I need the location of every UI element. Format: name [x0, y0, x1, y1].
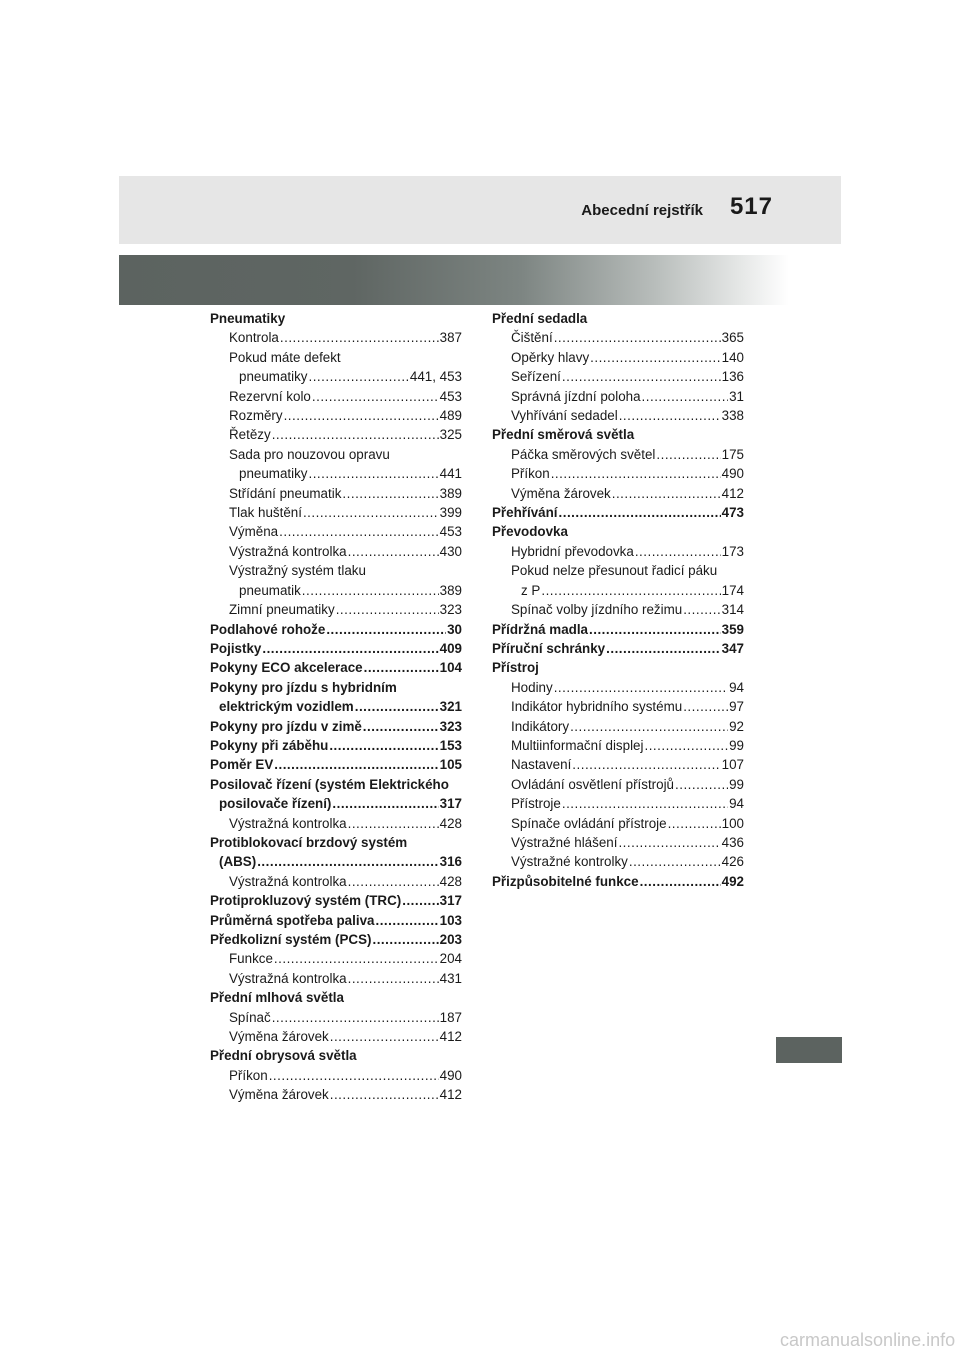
index-term: pneumatiky: [239, 466, 308, 482]
page-reference: 314: [721, 602, 744, 618]
index-term: posilovače řízení): [219, 796, 332, 812]
index-entry: [210, 833, 462, 852]
index-entry: [210, 911, 462, 930]
dot-leader: [348, 542, 439, 561]
page-reference: 94: [729, 796, 744, 812]
index-term: Hybridní převodovka: [511, 543, 634, 559]
index-term: Multiinformační displej: [511, 737, 644, 753]
index-entry: [492, 425, 744, 444]
dot-leader: [279, 522, 439, 541]
index-term: Spínače ovládání přístroje: [511, 815, 667, 831]
index-term: Přizpůsobitelné funkce: [492, 873, 639, 889]
dot-leader: [570, 717, 728, 736]
index-entry: [492, 852, 744, 871]
index-entry: [492, 581, 744, 600]
index-entry: [210, 949, 462, 968]
index-term: Přídržná madla: [492, 621, 588, 637]
index-entry: [492, 755, 744, 774]
index-term: Pojistky: [210, 640, 262, 656]
dot-leader: [640, 872, 721, 891]
dot-leader: [554, 678, 728, 697]
index-entry: [492, 658, 744, 677]
index-term: Seřízení: [511, 369, 561, 385]
page-reference: 174: [721, 582, 744, 598]
page-reference: 204: [439, 951, 462, 967]
page-reference: 490: [439, 1067, 462, 1083]
page-reference: 103: [439, 912, 462, 928]
page-reference: 412: [721, 485, 744, 501]
dot-leader: [554, 328, 721, 347]
dot-leader: [551, 464, 721, 483]
dot-leader: [308, 464, 438, 483]
index-term: Indikátory: [511, 718, 570, 734]
dot-leader: [629, 852, 721, 871]
page-reference: 426: [721, 854, 744, 870]
page-reference: 104: [439, 660, 462, 676]
page-number: 517: [729, 193, 773, 220]
dot-leader: [683, 600, 720, 619]
chapter-tab: [776, 1037, 842, 1063]
index-term: Převodovka: [492, 524, 568, 540]
index-entry: [210, 814, 462, 833]
page-reference: 428: [439, 873, 462, 889]
index-term: Výstražná kontrolka: [229, 873, 347, 889]
page-reference: 92: [729, 718, 744, 734]
index-entry: [210, 755, 462, 774]
dot-leader: [342, 484, 438, 503]
index-term: z P: [521, 582, 541, 598]
index-entry: [210, 775, 462, 794]
page-reference: 359: [721, 621, 744, 637]
index-entry: [492, 717, 744, 736]
index-entry: [210, 930, 462, 949]
dot-leader: [330, 1027, 439, 1046]
index-entry: [210, 620, 462, 639]
dot-leader: [332, 794, 438, 813]
dot-leader: [541, 581, 720, 600]
index-entry: [210, 561, 462, 580]
page-reference: 490: [721, 466, 744, 482]
watermark: carmanualsonline.info: [780, 1330, 956, 1350]
dot-leader: [272, 425, 439, 444]
index-entry: [210, 639, 462, 658]
index-entry: [210, 891, 462, 910]
dot-leader: [612, 484, 721, 503]
index-term: Přední obrysová světla: [210, 1048, 357, 1064]
dot-leader: [372, 930, 438, 949]
index-term: Výstražná kontrolka: [229, 543, 347, 559]
index-term: Podlahové rohože: [210, 621, 326, 637]
dot-leader: [330, 1085, 439, 1104]
index-entry: [210, 425, 462, 444]
dot-leader: [274, 949, 439, 968]
page-reference: 412: [439, 1029, 462, 1045]
dot-leader: [257, 852, 438, 871]
index-entry: [492, 833, 744, 852]
page-reference: 325: [439, 427, 462, 443]
dot-leader: [619, 406, 721, 425]
index-term: Výměna žárovek: [229, 1029, 329, 1045]
dot-leader: [402, 891, 438, 910]
dot-leader: [656, 445, 720, 464]
dot-leader: [668, 814, 721, 833]
page-reference: 317: [439, 796, 462, 812]
index-term: Čištění: [511, 330, 553, 346]
decorative-gradient-band: [119, 255, 789, 305]
dot-leader: [562, 367, 721, 386]
page-reference: 428: [439, 815, 462, 831]
index-term: Přístroj: [492, 660, 539, 676]
page-reference: 389: [439, 582, 462, 598]
dot-leader: [559, 503, 721, 522]
dot-leader: [348, 969, 439, 988]
page-reference: 489: [439, 408, 462, 424]
index-entry: [210, 484, 462, 503]
dot-leader: [590, 348, 721, 367]
page-reference: 441, 453: [409, 369, 462, 385]
index-term: Tlak huštění: [229, 505, 302, 521]
index-term: Pokyny ECO akcelerace: [210, 660, 363, 676]
dot-leader: [312, 387, 439, 406]
page-reference: 430: [439, 543, 462, 559]
page-reference: 173: [721, 543, 744, 559]
header-band: [119, 176, 841, 244]
index-term: Spínač volby jízdního režimu: [511, 602, 683, 618]
dot-leader: [363, 717, 439, 736]
index-term: Řetězy: [229, 427, 271, 443]
index-term: Zimní pneumatiky: [229, 602, 335, 618]
index-term: Příruční schránky: [492, 640, 606, 656]
page-reference: 338: [721, 408, 744, 424]
dot-leader: [355, 697, 439, 716]
index-term: Pokyny při záběhu: [210, 737, 329, 753]
index-entry: [492, 522, 744, 541]
page-reference: 94: [729, 679, 744, 695]
page-reference: 30: [447, 621, 462, 637]
index-term: Poměr EV: [210, 757, 274, 773]
index-entry: [210, 406, 462, 425]
index-entry: [210, 717, 462, 736]
dot-leader: [644, 736, 728, 755]
index-term: Výstražný systém tlaku: [229, 563, 366, 579]
index-entry: [210, 697, 462, 716]
index-entry: [210, 988, 462, 1007]
index-term: Výměna: [229, 524, 279, 540]
dot-leader: [326, 620, 446, 639]
index-entry: [210, 464, 462, 483]
index-term: pneumatik: [239, 582, 301, 598]
index-entry: [492, 639, 744, 658]
index-term: Funkce: [229, 951, 273, 967]
page-reference: 323: [439, 602, 462, 618]
index-entry: [492, 406, 744, 425]
index-term: Správná jízdní poloha: [511, 388, 641, 404]
page-reference: 105: [439, 757, 462, 773]
page-reference: 31: [729, 388, 744, 404]
index-term: Páčka směrových světel: [511, 446, 656, 462]
page-reference: 107: [721, 757, 744, 773]
page-reference: 99: [729, 737, 744, 753]
page-reference: 409: [439, 640, 462, 656]
index-entry: [492, 561, 744, 580]
dot-leader: [375, 911, 438, 930]
index-entry: [210, 969, 462, 988]
page-reference: 203: [439, 932, 462, 947]
index-term: Kontrola: [229, 330, 279, 346]
dot-leader: [589, 620, 721, 639]
index-entry: [492, 367, 744, 386]
page-reference: 453: [439, 524, 462, 540]
index-term: Protiblokovací brzdový systém: [210, 834, 408, 850]
index-term: Střídání pneumatik: [229, 485, 342, 501]
index-term: Výměna žárovek: [229, 1087, 329, 1103]
page-reference: 453: [439, 388, 462, 404]
index-entry: [210, 328, 462, 347]
index-entry: [492, 503, 744, 522]
dot-leader: [272, 1008, 439, 1027]
dot-leader: [348, 872, 439, 891]
index-term: Pneumatiky: [210, 311, 286, 326]
dot-leader: [302, 581, 439, 600]
index-term: Indikátor hybridního systému: [511, 699, 683, 715]
index-entry: [492, 620, 744, 639]
page-reference: 97: [729, 699, 744, 715]
index-entry: [210, 1027, 462, 1046]
page-reference: 347: [721, 640, 744, 656]
page-reference: 187: [439, 1009, 462, 1025]
index-term: Příkon: [229, 1067, 268, 1083]
index-entry: [210, 852, 462, 871]
index-entry: [492, 736, 744, 755]
index-term: Rozměry: [229, 408, 283, 424]
index-column-left: [210, 309, 462, 1105]
index-term: Pokyny pro jízdu s hybridním: [210, 679, 397, 695]
index-entry: [210, 1066, 462, 1085]
index-term: Výměna žárovek: [511, 485, 611, 501]
page-reference: 153: [439, 737, 462, 753]
page-reference: 99: [729, 776, 744, 792]
index-entry: [492, 348, 744, 367]
page-reference: 100: [721, 815, 744, 831]
page-reference: 323: [439, 718, 462, 734]
dot-leader: [280, 328, 439, 347]
dot-leader: [269, 1066, 439, 1085]
page-reference: 387: [439, 330, 462, 346]
dot-leader: [572, 755, 720, 774]
index-term: Průměrná spotřeba paliva: [210, 912, 375, 928]
index-term: pneumatiky: [239, 369, 308, 385]
index-entry: [492, 600, 744, 619]
index-entry: [210, 542, 462, 561]
index-term: Hodiny: [511, 679, 553, 695]
index-entry: [210, 600, 462, 619]
index-term: Přístroje: [511, 796, 561, 812]
page-reference: 175: [721, 446, 744, 462]
index-term: Posilovač řízení (systém Elektrického: [210, 776, 449, 792]
index-term: elektrickým vozidlem: [219, 699, 354, 715]
index-entry: [210, 522, 462, 541]
index-entry: [210, 348, 462, 367]
index-entry: [210, 1046, 462, 1065]
index-term: Výstražná kontrolka: [229, 815, 347, 831]
index-term: Nastavení: [511, 757, 572, 773]
dot-leader: [284, 406, 439, 425]
index-entry: [210, 309, 462, 328]
index-entry: [492, 387, 744, 406]
index-term: Příkon: [511, 466, 550, 482]
index-entry: [210, 1008, 462, 1027]
dot-leader: [635, 542, 721, 561]
index-entry: [210, 445, 462, 464]
dot-leader: [329, 736, 438, 755]
page-reference: 317: [439, 893, 462, 909]
index-term: Sada pro nouzovou opravu: [229, 446, 390, 462]
index-entry: [210, 794, 462, 813]
dot-leader: [642, 387, 729, 406]
index-entry: [492, 775, 744, 794]
index-entry: [492, 814, 744, 833]
index-entry: [210, 872, 462, 891]
index-term: Předkolizní systém (PCS): [210, 932, 372, 947]
index-column-right: [492, 309, 744, 891]
page-reference: 431: [439, 970, 462, 986]
dot-leader: [308, 367, 408, 386]
page-reference: 436: [721, 834, 744, 850]
index-entry: [492, 445, 744, 464]
index-term: Výstražné hlášení: [511, 834, 618, 850]
section-title: Abecední rejstřík: [581, 202, 703, 219]
index-term: Výstražné kontrolky: [511, 854, 628, 870]
page-reference: 140: [721, 349, 744, 365]
index-term: Přední sedadla: [492, 311, 588, 326]
page-reference: 399: [439, 505, 462, 521]
page-reference: 473: [721, 505, 744, 521]
dot-leader: [274, 755, 438, 774]
index-term: Pokud nelze přesunout řadicí páku: [511, 563, 718, 579]
page-reference: 492: [721, 873, 744, 889]
index-entry: [492, 484, 744, 503]
page-reference: 441: [439, 466, 462, 482]
index-entry: [492, 309, 744, 328]
page-reference: 389: [439, 485, 462, 501]
index-entry: [492, 872, 744, 891]
dot-leader: [348, 814, 439, 833]
index-term: Přední mlhová světla: [210, 990, 344, 1006]
page-reference: 321: [439, 699, 462, 715]
dot-leader: [262, 639, 438, 658]
dot-leader: [606, 639, 721, 658]
dot-leader: [562, 794, 728, 813]
dot-leader: [675, 775, 728, 794]
dot-leader: [336, 600, 439, 619]
index-entry: [492, 678, 744, 697]
page-reference: 136: [721, 369, 744, 385]
page-reference: 412: [439, 1087, 462, 1103]
index-term: Vyhřívání sedadel: [511, 408, 618, 424]
index-term: (ABS): [219, 854, 257, 870]
index-entry: [210, 736, 462, 755]
index-entry: [210, 503, 462, 522]
index-entry: [492, 794, 744, 813]
index-term: Opěrky hlavy: [511, 349, 590, 365]
index-term: Rezervní kolo: [229, 388, 311, 404]
index-entry: [492, 464, 744, 483]
index-entry: [492, 542, 744, 561]
index-entry: [210, 1085, 462, 1104]
index-entry: [210, 678, 462, 697]
page-reference: 365: [721, 330, 744, 346]
index-entry: [210, 367, 462, 386]
index-term: Přehřívání: [492, 505, 558, 521]
index-entry: [210, 581, 462, 600]
index-entry: [492, 697, 744, 716]
index-term: Výstražná kontrolka: [229, 970, 347, 986]
dot-leader: [618, 833, 720, 852]
index-entry: [210, 658, 462, 677]
index-term: Pokyny pro jízdu v zimě: [210, 718, 362, 734]
index-entry: [210, 387, 462, 406]
page-reference: 316: [439, 854, 462, 870]
dot-leader: [303, 503, 439, 522]
index-term: Protiprokluzový systém (TRC): [210, 893, 402, 909]
index-entry: [492, 328, 744, 347]
index-term: Pokud máte defekt: [229, 349, 341, 365]
index-term: Spínač: [229, 1009, 271, 1025]
index-term: Přední směrová světla: [492, 427, 635, 443]
index-term: Ovládání osvětlení přístrojů: [511, 776, 675, 792]
dot-leader: [683, 697, 728, 716]
dot-leader: [364, 658, 439, 677]
